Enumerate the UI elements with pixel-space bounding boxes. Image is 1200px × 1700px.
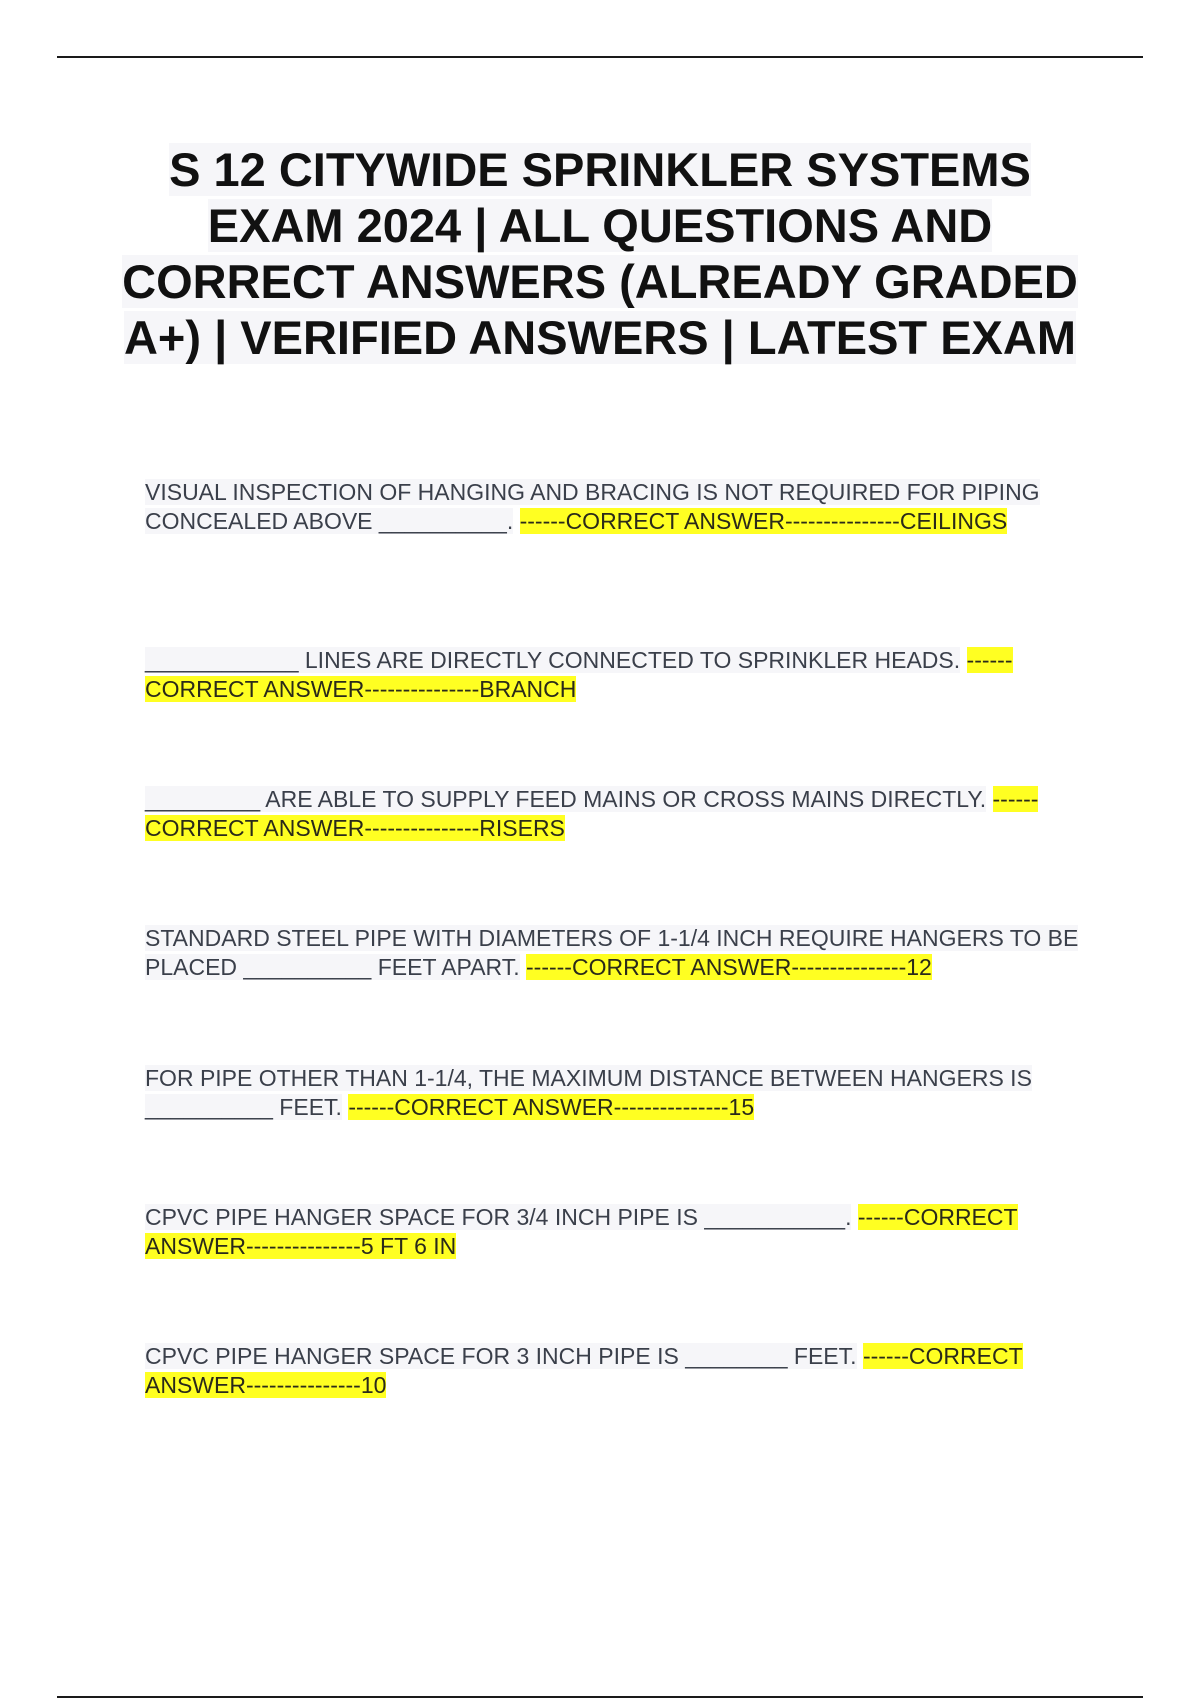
question-text: CPVC PIPE HANGER SPACE FOR 3 INCH PIPE IS ________ FEET. <box>145 1343 857 1369</box>
correct-answer: ------CORRECT ANSWER---------------5 FT 6 IN <box>145 1204 1018 1259</box>
qa-item <box>145 478 1095 536</box>
qa-item <box>145 1203 1095 1261</box>
question-text: ____________ LINES ARE DIRECTLY CONNECTED TO SPRINKLER HEADS. <box>145 647 961 673</box>
correct-answer: ------CORRECT ANSWER---------------BRANCH <box>145 647 1013 702</box>
qa-item <box>145 1342 1095 1400</box>
correct-answer: ------CORRECT ANSWER---------------CEILINGS <box>519 508 1008 534</box>
qa-item <box>145 785 1095 843</box>
question-text: VISUAL INSPECTION OF HANGING AND BRACING IS NOT REQUIRED FOR PIPING CONCEALED ABOVE __________. <box>145 479 1040 534</box>
correct-answer: ------CORRECT ANSWER---------------12 <box>526 954 932 980</box>
question-text: STANDARD STEEL PIPE WITH DIAMETERS OF 1-1/4 INCH REQUIRE HANGERS TO BE PLACED __________ FEET APART. <box>145 925 1079 980</box>
top-divider <box>57 56 1143 58</box>
qa-item <box>145 1064 1095 1122</box>
qa-item <box>145 924 1095 982</box>
correct-answer: ------CORRECT ANSWER---------------RISERS <box>145 786 1039 841</box>
question-text: FOR PIPE OTHER THAN 1-1/4, THE MAXIMUM DISTANCE BETWEEN HANGERS IS __________ FEET. <box>145 1065 1032 1120</box>
qa-item <box>145 646 1095 704</box>
correct-answer: ------CORRECT ANSWER---------------15 <box>348 1094 755 1120</box>
bottom-divider <box>57 1696 1143 1698</box>
question-text: _________ ARE ABLE TO SUPPLY FEED MAINS OR CROSS MAINS DIRECTLY. <box>145 786 987 812</box>
correct-answer: ------CORRECT ANSWER---------------10 <box>145 1343 1023 1398</box>
question-text: CPVC PIPE HANGER SPACE FOR 3/4 INCH PIPE IS ___________. <box>145 1204 852 1230</box>
document-title-block <box>100 142 1100 366</box>
document-title: S 12 CITYWIDE SPRINKLER SYSTEMS EXAM 2024 | ALL QUESTIONS AND CORRECT ANSWERS (ALREADY GRADED A+) | VERIFIED ANSWERS | LATEST EXAM <box>122 143 1078 364</box>
